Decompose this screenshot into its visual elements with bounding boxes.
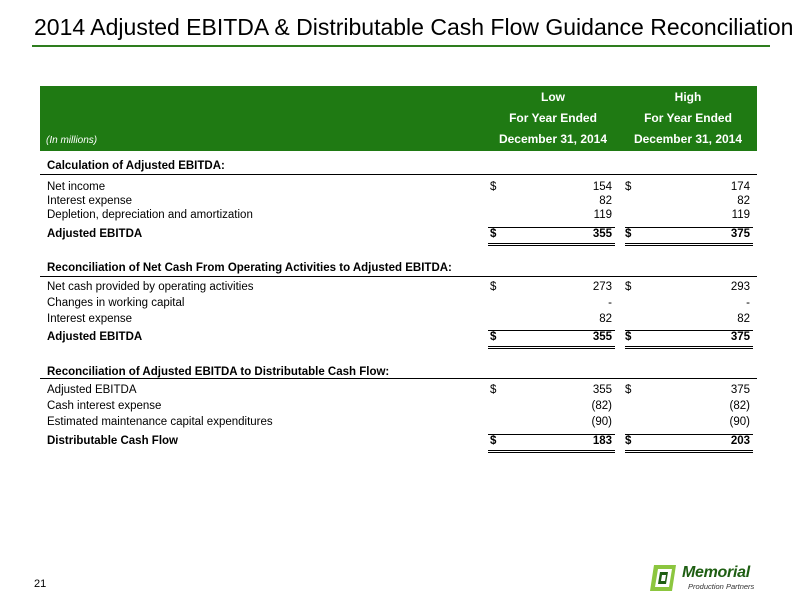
- company-logo: [648, 563, 778, 595]
- table-row: [40, 181, 757, 196]
- section-divider: [40, 174, 757, 175]
- table-row: [40, 195, 757, 210]
- table-header: [40, 86, 757, 151]
- row-label: Depletion, depreciation and amortization: [47, 209, 253, 221]
- currency-symbol: $: [490, 435, 497, 447]
- section-heading: [40, 262, 757, 277]
- row-label: Changes in working capital: [47, 297, 185, 309]
- total-low-value: 183: [592, 435, 612, 447]
- total-high-value: 375: [730, 228, 750, 240]
- low-column-header: [490, 87, 616, 150]
- low-header-line: Low: [541, 90, 565, 104]
- logo-brand: Memorial: [682, 564, 750, 581]
- section-divider: [40, 276, 757, 277]
- high-value: (90): [729, 416, 750, 428]
- low-value: (90): [591, 416, 612, 428]
- total-low-value: 355: [592, 331, 612, 343]
- low-header-line: For Year Ended: [509, 111, 597, 125]
- section-heading-label: Reconciliation of Net Cash From Operating Activities to Adjusted EBITDA:: [47, 262, 452, 274]
- title-divider: [32, 45, 770, 47]
- total-low-value: 355: [592, 228, 612, 240]
- low-header-line: December 31, 2014: [498, 132, 608, 146]
- row-label: Net income: [47, 181, 106, 193]
- low-value: 355: [592, 384, 612, 396]
- row-label: Adjusted EBITDA: [47, 384, 137, 396]
- low-value: (82): [591, 400, 612, 412]
- total-label: Distributable Cash Flow: [47, 435, 178, 447]
- page-number: 21: [34, 578, 47, 590]
- table-row: [40, 416, 757, 431]
- row-label: Interest expense: [47, 195, 133, 207]
- high-value: 119: [731, 209, 750, 221]
- high-value: 375: [730, 384, 750, 396]
- section-divider: [40, 378, 757, 379]
- currency-symbol: $: [625, 281, 632, 293]
- table-row: [40, 400, 757, 415]
- total-label: Adjusted EBITDA: [47, 331, 143, 343]
- high-value: 82: [737, 195, 750, 207]
- row-label: Cash interest expense: [47, 400, 162, 412]
- page-title: 2014 Adjusted EBITDA & Distributable Cash Flow Guidance Reconciliation: [34, 14, 794, 40]
- currency-symbol: $: [625, 331, 632, 343]
- units-label: (In millions): [46, 135, 98, 146]
- currency-symbol: $: [625, 181, 632, 193]
- high-value: 174: [730, 181, 750, 193]
- section-heading: [40, 160, 757, 175]
- table-row: [40, 281, 757, 296]
- currency-symbol: $: [625, 228, 632, 240]
- currency-symbol: $: [490, 181, 497, 193]
- total-row: [40, 435, 757, 450]
- high-header-line: December 31, 2014: [633, 132, 743, 146]
- currency-symbol: $: [490, 331, 497, 343]
- total-label: Adjusted EBITDA: [47, 228, 143, 240]
- section-heading-label: Calculation of Adjusted EBITDA:: [47, 160, 225, 172]
- low-value: 82: [599, 195, 612, 207]
- currency-symbol: $: [490, 384, 497, 396]
- low-value: -: [608, 297, 612, 309]
- total-high-value: 203: [730, 435, 750, 447]
- high-header-line: For Year Ended: [644, 111, 732, 125]
- total-high-value: 375: [730, 331, 750, 343]
- high-value: 293: [730, 281, 750, 293]
- high-value: -: [746, 297, 750, 309]
- logo-subtitle: Production Partners: [688, 582, 755, 591]
- low-value: 273: [592, 281, 612, 293]
- table-row: [40, 209, 757, 224]
- high-column-header: [625, 87, 751, 150]
- section-heading-label: Reconciliation of Adjusted EBITDA to Distributable Cash Flow:: [47, 366, 390, 378]
- total-row: [40, 331, 757, 346]
- row-label: Net cash provided by operating activities: [47, 281, 254, 293]
- row-label: Estimated maintenance capital expenditures: [47, 416, 273, 428]
- total-row: [40, 228, 757, 243]
- table-row: [40, 297, 757, 312]
- low-value: 82: [599, 313, 612, 325]
- row-label: Interest expense: [47, 313, 133, 325]
- currency-symbol: $: [490, 228, 497, 240]
- currency-symbol: $: [625, 384, 632, 396]
- low-value: 154: [592, 181, 612, 193]
- high-header-line: High: [674, 90, 702, 104]
- currency-symbol: $: [490, 281, 497, 293]
- memorial-logo-icon: [648, 563, 678, 593]
- table-row: [40, 384, 757, 399]
- currency-symbol: $: [625, 435, 632, 447]
- high-value: 82: [737, 313, 750, 325]
- low-value: 119: [593, 209, 612, 221]
- table-row: [40, 313, 757, 328]
- high-value: (82): [729, 400, 750, 412]
